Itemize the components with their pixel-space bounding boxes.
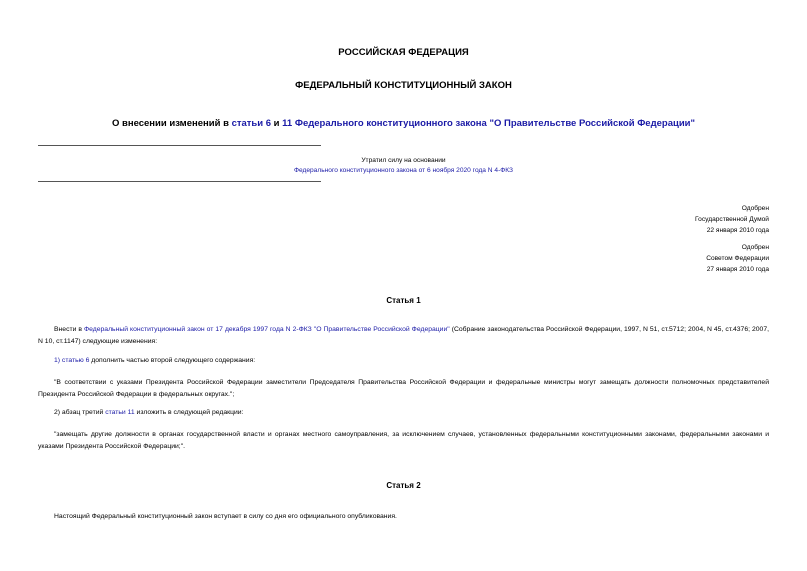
article1-quote1: "В соответствии с указами Президента Российской Федерации заместители Председателя Правительства Российской Федерации и федеральные министры могут замещать должности полномочных представителей Президента Российской Федерации в федеральных округах."; <box>38 379 769 398</box>
article1-item1-text: дополнить частью второй следующего содержания: <box>89 357 256 364</box>
article1-item2-text: изложить в следующей редакции: <box>134 409 244 416</box>
repeal-law-link[interactable]: Федерального конституционного закона от 6 ноября 2020 года N 4-ФКЗ <box>293 167 514 174</box>
approval-duma-line1: Одобрен <box>741 205 769 212</box>
approval-council-line1: Одобрен <box>741 244 769 251</box>
law-title-link-article6[interactable]: статьи 6 <box>231 118 272 129</box>
approval-council <box>706 242 769 275</box>
article1-item2-pre: 2) абзац третий <box>54 409 106 416</box>
law-title-prefix: О внесении изменений в <box>111 118 232 129</box>
repeal-status-line2 <box>0 167 807 174</box>
law-title-link-article11[interactable]: 11 Федерального конституционного закона "О Правительстве Российской Федерации" <box>282 118 696 129</box>
article6-link[interactable]: 1) статью 6 <box>54 357 90 364</box>
approval-council-date: 27 января 2010 года <box>706 266 769 273</box>
divider-bottom <box>38 181 321 182</box>
approval-duma-date: 22 января 2010 года <box>706 227 769 234</box>
law-type-heading: ФЕДЕРАЛЬНЫЙ КОНСТИТУЦИОННЫЙ ЗАКОН <box>295 80 512 91</box>
law-title-middle: и <box>271 118 283 129</box>
divider-top <box>38 145 321 146</box>
article1-item2 <box>38 407 769 419</box>
approval-duma <box>695 203 769 236</box>
article2-text: Настоящий Федеральный конституционный закон вступает в силу со дня его официального опубликования. <box>54 513 397 520</box>
country-heading: РОССИЙСКАЯ ФЕДЕРАЦИЯ <box>338 47 469 58</box>
law-title <box>0 118 807 129</box>
article1-intro <box>38 324 769 347</box>
approval-council-line2: Советом Федерации <box>706 255 769 262</box>
repeal-status-text: Утратил силу на основании <box>361 157 446 164</box>
approval-duma-line2: Государственной Думой <box>695 216 769 223</box>
article2-heading: Статья 2 <box>386 481 421 490</box>
article1-item1 <box>38 355 769 367</box>
article1-quote2: "замещать другие должности в органах государственной власти и органах местного самоуправления, за исключением случаев, установленных федеральными конституционными законами, федеральными законами и указами Президента Российской Федерации;". <box>38 431 769 450</box>
article1-heading: Статья 1 <box>386 296 421 305</box>
article1-intro-pre: Внести в <box>54 326 84 333</box>
article1-law-link[interactable]: Федеральный конституционный закон от 17 декабря 1997 года N 2-ФКЗ "О Правительстве Российской Федерации" <box>83 326 450 333</box>
article1-intro-post: (Собрание законодательства Российской Федерации, 1997, N 51, ст.5712; 2004, N 45, ст.4376; 2007, N 10, ст.1147) следующие изменения: <box>38 326 769 345</box>
article11-link[interactable]: статьи 11 <box>105 409 135 416</box>
